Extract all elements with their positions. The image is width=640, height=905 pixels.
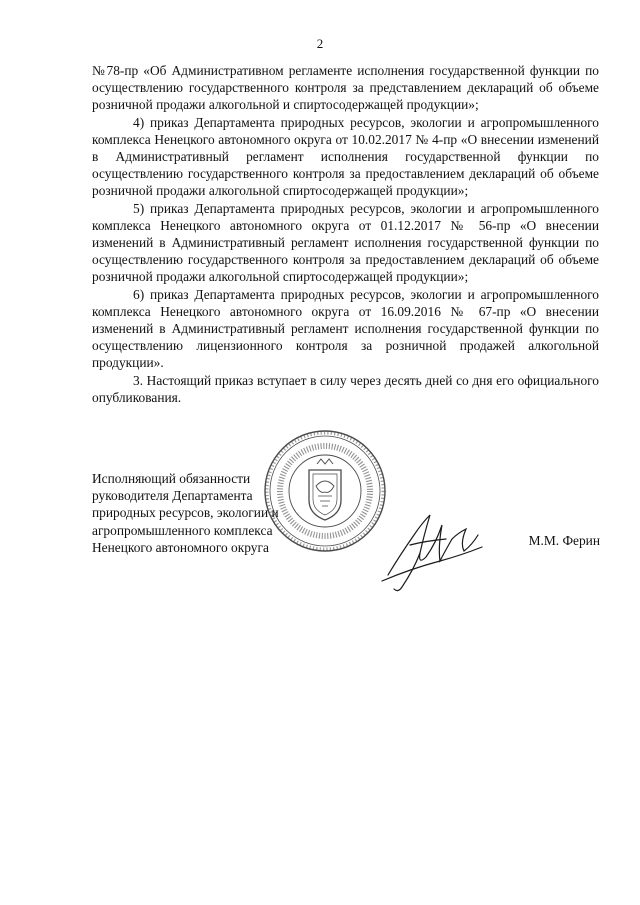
paragraph-item-4: 4) приказ Департамента природных ресурсов, экологии и агропромышленного комплекса Ненецкого автономного округа от 10.02.2017 № 4-пр «О внесении изменений в Административный регламент исполнения государственной функции по осуществлению государственного контроля за предоставлением деклараций об объеме розничной продажи алкогольной спиртосодержащей продукции»; <box>92 114 599 199</box>
paragraph-continuation: №78-пр «Об Административном регламенте исполнения государственной функции по осуществлению государственного контроля за представлением деклараций об объеме розничной продажи алкогольной и спиртосодержащей продукции»; <box>92 63 599 113</box>
paragraph-item-5: 5) приказ Департамента природных ресурсов, экологии и агропромышленного комплекса Ненецкого автономного округа от 01.12.2017 № 56-пр «О внесении изменений в Административный регламент исполнения государственной функции по осуществлению государственного контроля за предоставлением деклараций об объеме розничной продажи алкогольной спиртосодержащей продукции»; <box>92 200 599 285</box>
paragraph-clause-3: 3. Настоящий приказ вступает в силу через десять дней со дня его официального опубликования. <box>92 372 599 405</box>
signatory-title-line: Ненецкого автономного округа <box>92 539 269 555</box>
paragraph-item-6: 6) приказ Департамента природных ресурсов, экологии и агропромышленного комплекса Ненецкого автономного округа от 16.09.2016 № 67-пр «О внесении изменений в Административный регламент исполнения государственной функции по осуществлению лицензионного контроля за розничной продажей алкогольной продукции». <box>92 286 599 371</box>
signatory-name: М.М. Ферин <box>528 533 600 548</box>
signatory-title-line: Исполняющий обязанности <box>92 471 251 486</box>
signatory-title-line: природных ресурсов, экологии и <box>92 505 279 521</box>
signatory-title-line: агропромышленного комплекса <box>92 522 273 538</box>
handwritten-signature <box>380 495 500 595</box>
page-number: 2 <box>316 36 324 51</box>
signatory-title-line: руководителя Департамента <box>92 488 253 504</box>
document-body <box>92 62 599 406</box>
signature-block <box>92 470 362 556</box>
